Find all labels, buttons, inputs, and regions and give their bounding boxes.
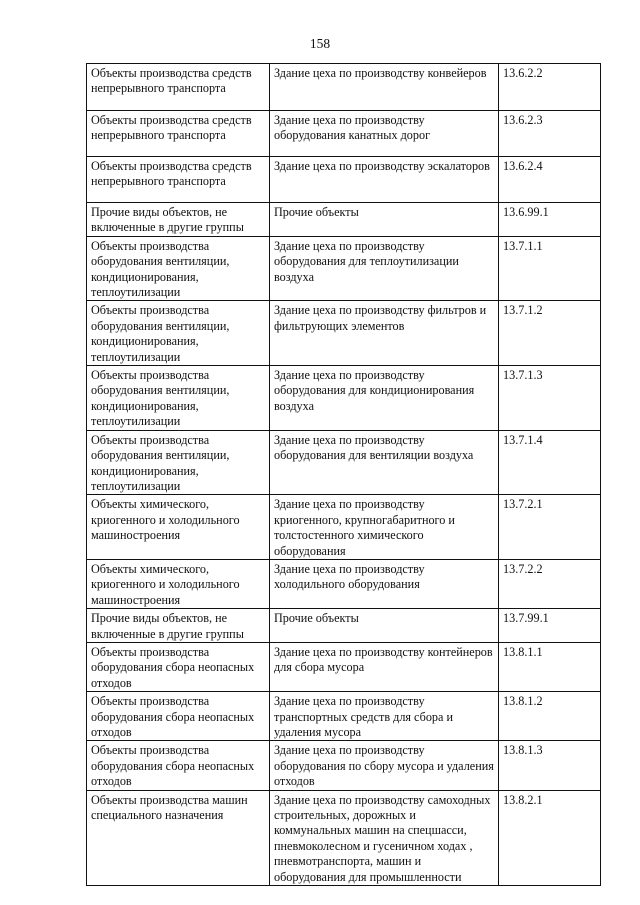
code-cell: 13.7.1.4 — [499, 430, 601, 495]
table-row — [87, 111, 601, 157]
object-type-cell: Прочие виды объектов, не включенные в другие группы — [87, 609, 270, 643]
code-cell: 13.6.2.2 — [499, 64, 601, 111]
building-cell: Здание цеха по производству конвейеров — [270, 64, 499, 111]
building-cell: Здание цеха по производству оборудования канатных дорог — [270, 111, 499, 157]
building-cell: Здание цеха по производству самоходных строительных, дорожных и коммунальных машин на спецшасси, пневмоколесном и гусеничном ходах , пневмотранспорта, машин и оборудования для промышленности — [270, 790, 499, 885]
table-row — [87, 741, 601, 790]
code-cell: 13.8.1.3 — [499, 741, 601, 790]
table-row — [87, 203, 601, 237]
table-row — [87, 64, 601, 111]
object-type-cell: Объекты производства оборудования вентиляции, кондиционирования, теплоутилизации — [87, 236, 270, 301]
building-cell: Здание цеха по производству транспортных средств для сбора и удаления мусора — [270, 692, 499, 741]
building-cell: Здание цеха по производству эскалаторов — [270, 157, 499, 203]
building-cell: Здание цеха по производству фильтров и фильтрующих элементов — [270, 301, 499, 366]
object-type-cell: Объекты производства оборудования сбора неопасных отходов — [87, 692, 270, 741]
table-row — [87, 559, 601, 608]
object-type-cell: Объекты производства оборудования сбора неопасных отходов — [87, 642, 270, 691]
code-cell: 13.6.2.4 — [499, 157, 601, 203]
object-type-cell: Объекты химического, криогенного и холодильного машиностроения — [87, 495, 270, 560]
building-cell: Здание цеха по производству оборудования для кондиционирования воздуха — [270, 366, 499, 431]
code-cell: 13.8.1.1 — [499, 642, 601, 691]
code-cell: 13.6.2.3 — [499, 111, 601, 157]
code-cell: 13.7.2.1 — [499, 495, 601, 560]
table-row — [87, 157, 601, 203]
object-type-cell: Объекты производства оборудования вентиляции, кондиционирования, теплоутилизации — [87, 366, 270, 431]
code-cell: 13.7.1.2 — [499, 301, 601, 366]
object-type-cell: Объекты производства средств непрерывного транспорта — [87, 64, 270, 111]
page-number: 158 — [309, 36, 331, 51]
object-type-cell: Объекты производства средств непрерывного транспорта — [87, 157, 270, 203]
building-cell: Здание цеха по производству оборудования для вентиляции воздуха — [270, 430, 499, 495]
code-cell: 13.8.2.1 — [499, 790, 601, 885]
code-cell: 13.7.1.3 — [499, 366, 601, 431]
table-row — [87, 301, 601, 366]
table-row — [87, 692, 601, 741]
table-row — [87, 430, 601, 495]
object-type-cell: Объекты химического, криогенного и холодильного машиностроения — [87, 559, 270, 608]
building-cell: Прочие объекты — [270, 203, 499, 237]
object-type-cell: Объекты производства оборудования сбора неопасных отходов — [87, 741, 270, 790]
object-type-cell: Прочие виды объектов, не включенные в другие группы — [87, 203, 270, 237]
building-cell: Здание цеха по производству оборудования для теплоутилизации воздуха — [270, 236, 499, 301]
building-cell: Здание цеха по производству оборудования по сбору мусора и удаления отходов — [270, 741, 499, 790]
object-type-cell: Объекты производства оборудования вентиляции, кондиционирования, теплоутилизации — [87, 301, 270, 366]
code-cell: 13.6.99.1 — [499, 203, 601, 237]
code-cell: 13.7.1.1 — [499, 236, 601, 301]
object-type-cell: Объекты производства оборудования вентиляции, кондиционирования, теплоутилизации — [87, 430, 270, 495]
table-row — [87, 642, 601, 691]
table-row — [87, 609, 601, 643]
table-row — [87, 495, 601, 560]
table-row — [87, 790, 601, 885]
building-cell: Прочие объекты — [270, 609, 499, 643]
building-cell: Здание цеха по производству криогенного, крупногабаритного и толстостенного химического оборудования — [270, 495, 499, 560]
building-cell: Здание цеха по производству контейнеров для сбора мусора — [270, 642, 499, 691]
classification-table — [86, 63, 601, 886]
table-row — [87, 236, 601, 301]
building-cell: Здание цеха по производству холодильного оборудования — [270, 559, 499, 608]
code-cell: 13.7.2.2 — [499, 559, 601, 608]
code-cell: 13.8.1.2 — [499, 692, 601, 741]
object-type-cell: Объекты производства машин специального назначения — [87, 790, 270, 885]
code-cell: 13.7.99.1 — [499, 609, 601, 643]
object-type-cell: Объекты производства средств непрерывного транспорта — [87, 111, 270, 157]
table-row — [87, 366, 601, 431]
